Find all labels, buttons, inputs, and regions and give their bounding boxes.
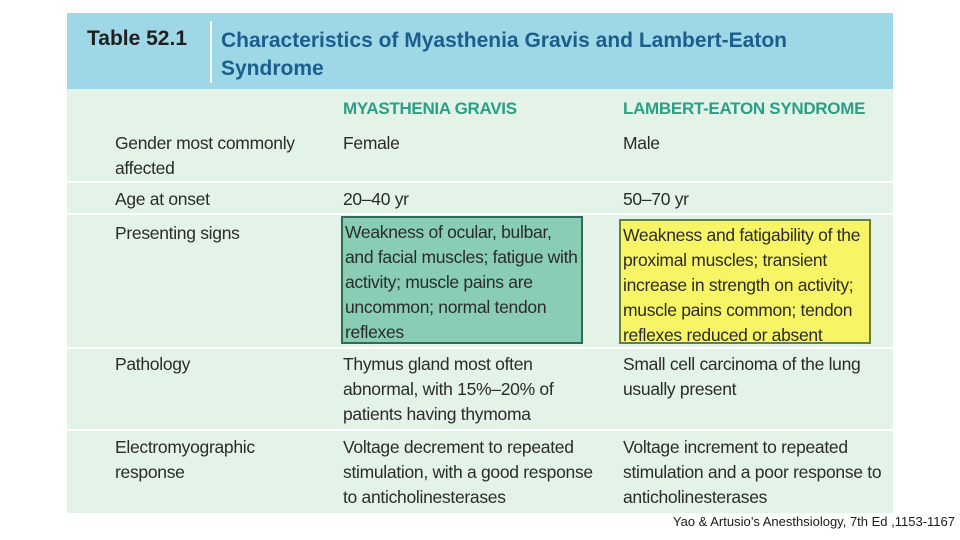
cell-signs-les: Weakness and fatigability of the proximal muscles; transient increase in strength on activity; muscle pains common; tendon reflexes reduced or absent <box>623 225 861 345</box>
row-label-age: Age at onset <box>115 189 210 209</box>
table-title: Characteristics of Myasthenia Gravis and Lambert-Eaton Syndrome <box>221 29 788 80</box>
row-label-pathology: Pathology <box>115 354 191 374</box>
row-divider <box>67 429 893 431</box>
column-header-lambert-eaton: LAMBERT-EATON SYNDROME <box>623 99 866 118</box>
table-card <box>67 13 893 513</box>
row-divider <box>67 181 893 183</box>
table-header-band <box>67 13 893 89</box>
table-number: Table 52.1 <box>87 27 187 50</box>
les-signs-highlight <box>619 219 871 344</box>
cell-gender-les: Male <box>623 133 660 153</box>
citation: Yao & Artusio’s Anesthsiology, 7th Ed ,1153-1167 <box>672 514 955 529</box>
cell-age-les: 50–70 yr <box>623 189 689 209</box>
row-divider <box>67 213 893 215</box>
row-label-gender: Gender most commonly affected <box>115 133 295 178</box>
cell-gender-mg: Female <box>343 133 400 153</box>
column-header-myasthenia: MYASTHENIA GRAVIS <box>343 99 517 118</box>
cell-emg-mg: Voltage decrement to repeated stimulation, with a good response to anticholinesterases <box>343 437 593 507</box>
cell-age-mg: 20–40 yr <box>343 189 409 209</box>
row-label-emg: Electromyographic response <box>115 437 255 482</box>
row-divider <box>67 347 893 349</box>
cell-pathology-mg: Thymus gland most often abnormal, with 15%–20% of patients having thymoma <box>343 354 554 424</box>
header-divider <box>210 21 212 83</box>
row-label-presenting-signs: Presenting signs <box>115 223 240 243</box>
mg-signs-highlight <box>341 216 583 344</box>
cell-signs-mg: Weakness of ocular, bulbar, and facial muscles; fatigue with activity; muscle pains are uncommon; normal tendon reflexes <box>345 222 578 342</box>
cell-emg-les: Voltage increment to repeated stimulation and a poor response to anticholinesterases <box>623 437 882 507</box>
cell-pathology-les: Small cell carcinoma of the lung usually present <box>623 354 861 399</box>
